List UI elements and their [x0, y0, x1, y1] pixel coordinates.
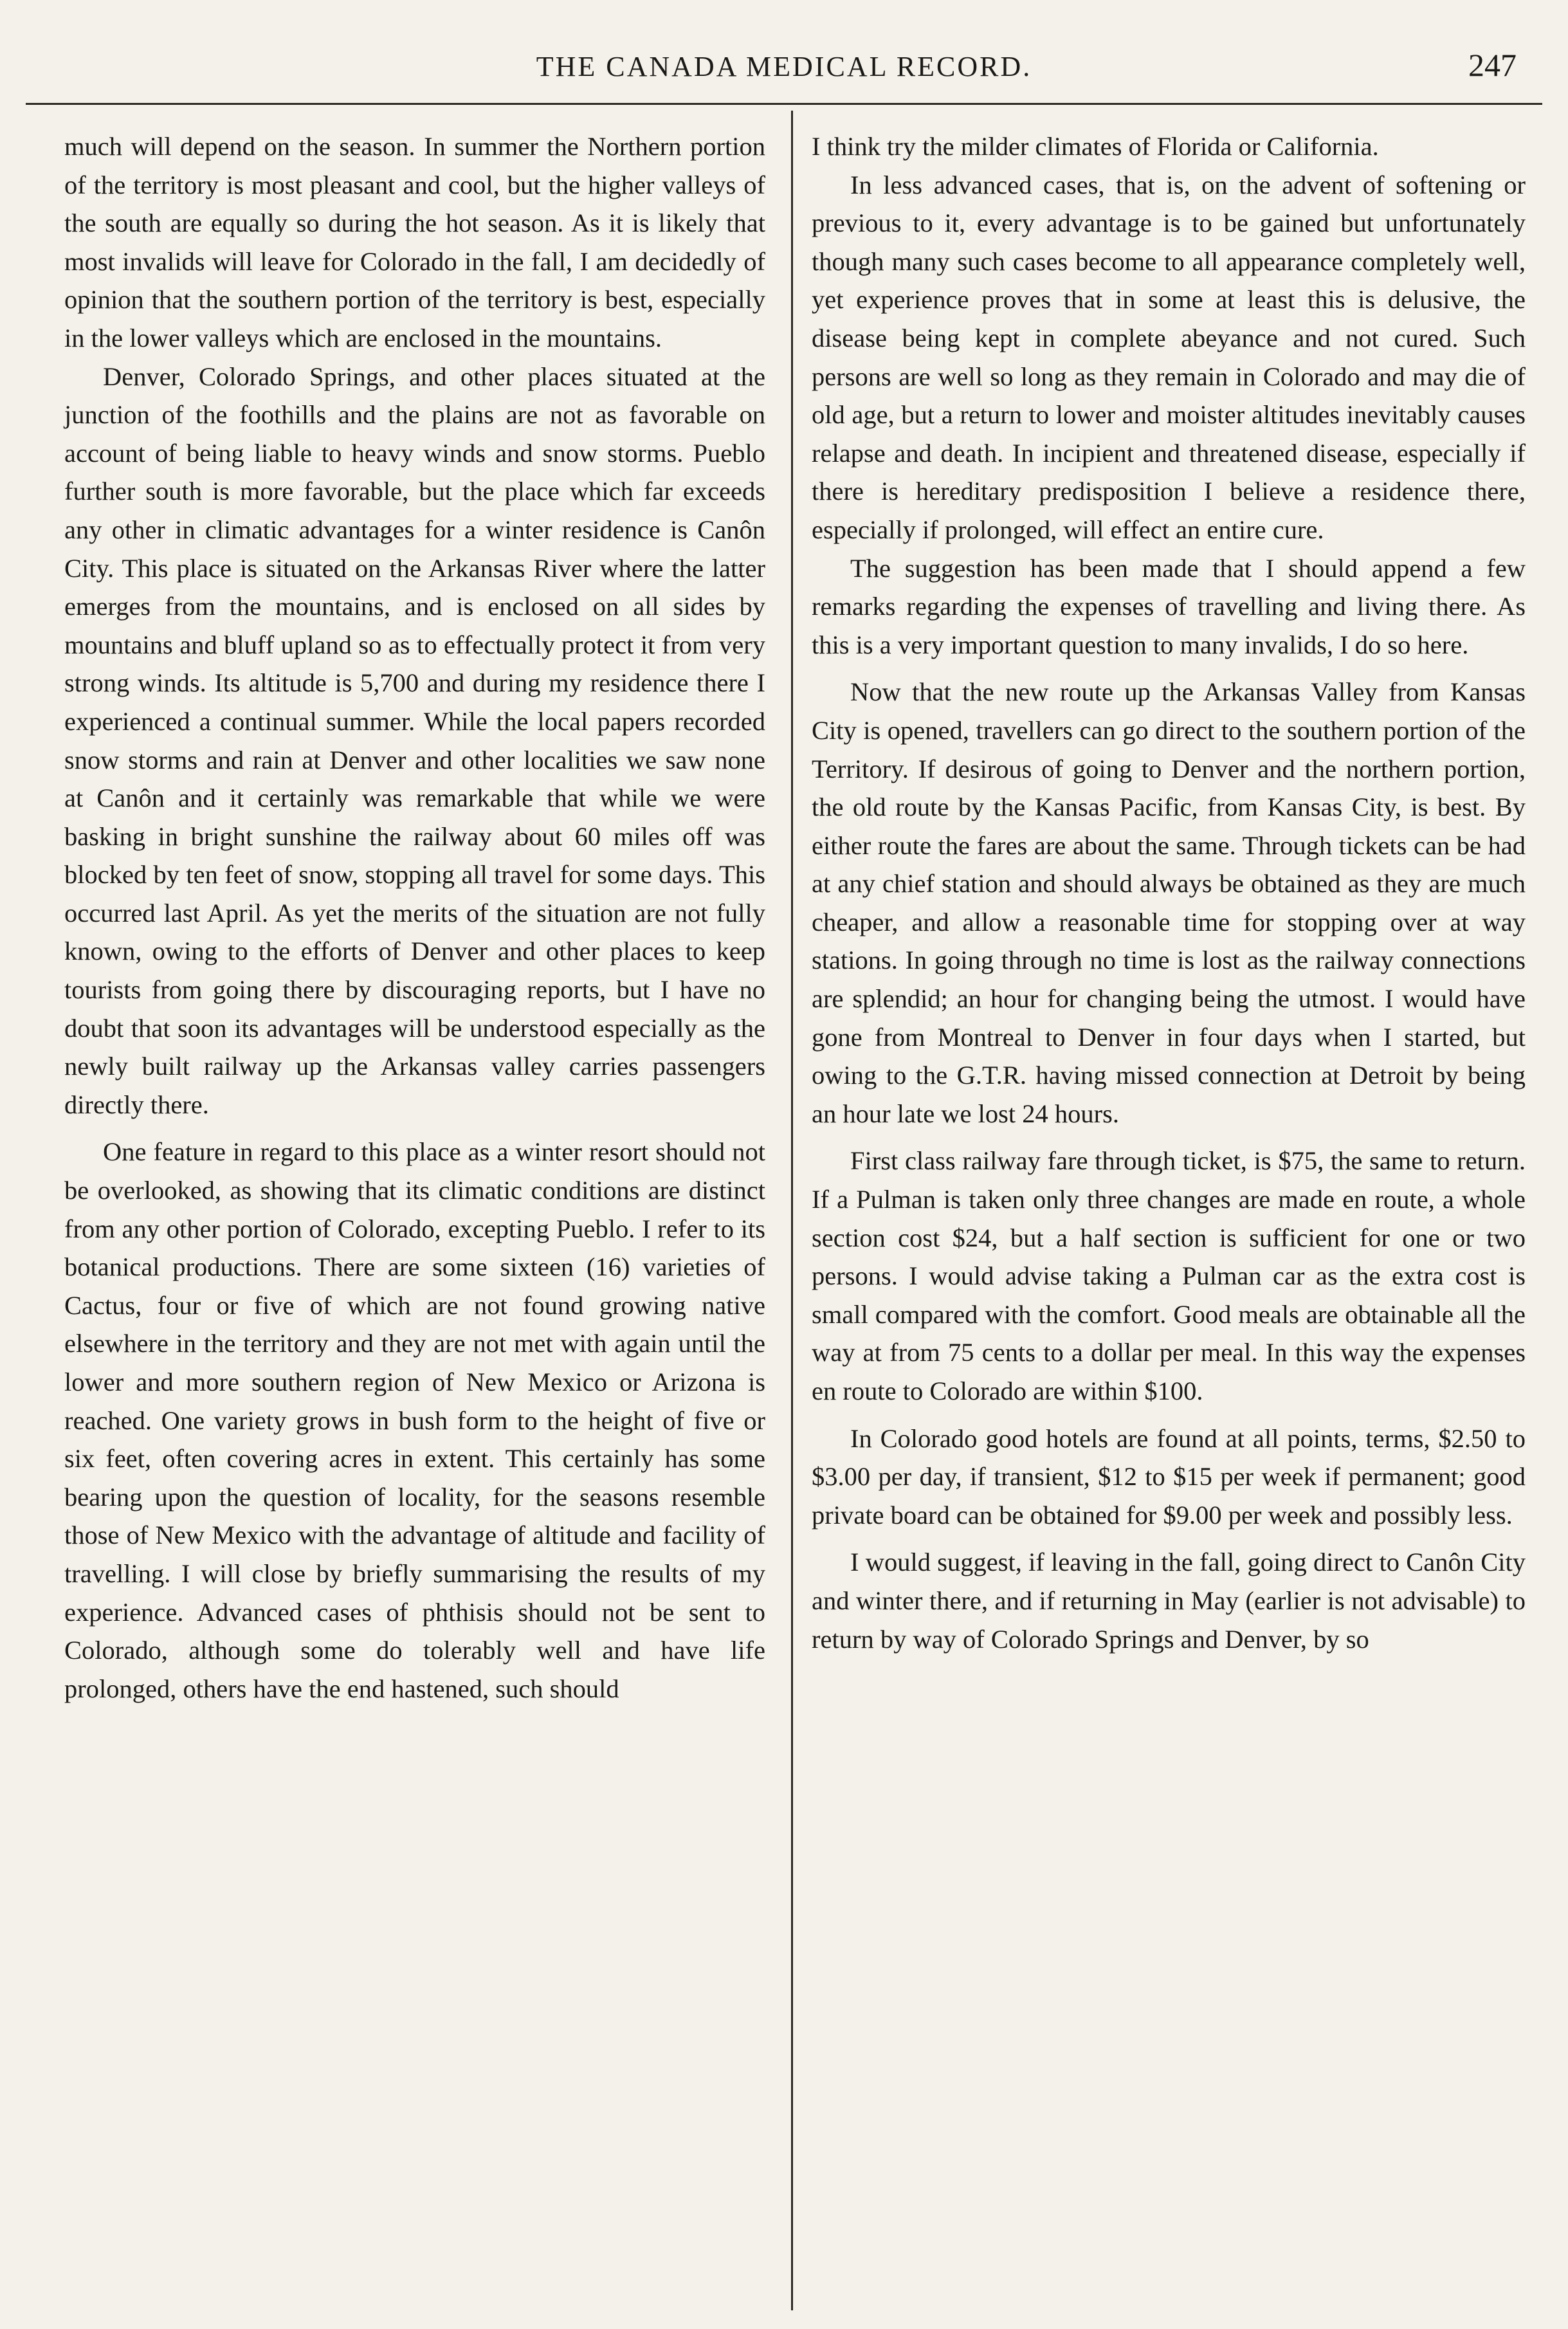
column-divider	[791, 111, 793, 2310]
page-number: 247	[1468, 47, 1517, 83]
paragraph: First class railway fare through ticket, is $75, the same to return. If a Pulman is taken only three changes are made en route, a whole section cost $24, but a half section is sufficient for one or two persons. I would advise taking a Pulman car as the extra cost is small compared with the comfort. Good meals are obtainable all the way at from 75 cents to a dollar per meal. In this way the expenses en route to Colorado are within $100.	[812, 1146, 1526, 1405]
paragraph: Now that the new route up the Arkansas Valley from Kansas City is opened, travellers can go direct to the southern portion of the Territory. If desirous of going to Denver and the northern portion, the old route by the Kansas Pacific, from Kansas City, is best. By either route the fares are about the same. Through tickets can be had at any chief station and should always be obtained as they are much cheaper, and allow a reasonable time for stopping over at way stations. In going through no time is lost as the railway connections are splendid; an hour for changing being the utmost. I would have gone from Montreal to Denver in four days when I started, but owing to the G.T.R. having missed connection at Detroit by being an hour late we lost 24 hours.	[812, 677, 1526, 1128]
paragraph: One feature in regard to this place as a winter resort should not be overlooked, as showing that its climatic conditions are distinct from any other portion of Colorado, excepting Pueblo. I refer to its botanical productions. There are some sixteen (16) varieties of Cactus, four or five of which are not found growing native elsewhere in the territory and they are not met with again until the lower and more southern region of New Mexico or Arizona is reached. One variety grows in bush form to the height of five or six feet, often covering acres in extent. This certainly has some bearing upon the question of locality, for the seasons resemble those of New Mexico with the advantage of altitude and facility of travelling. I will close by briefly summarising the results of my experience. Advanced cases of phthisis should not be sent to Colorado, although some do tolerably well and have life prolonged, others have the end hastened, such should	[64, 1137, 765, 1703]
paragraph: In less advanced cases, that is, on the advent of softening or previous to it, every advantage is to be gained but unfortunately though many such cases become to all appearance completely well, yet experience proves that in some at least this is delusive, the disease being kept in complete abeyance and not cured. Such persons are well so long as they remain in Colorado and may die of old age, but a return to lower and moister altitudes inevitably causes relapse and death. In incipient and threatened disease, especially if there is hereditary predisposition I believe a residence there, especially if prolonged, will effect an entire cure.	[812, 170, 1526, 544]
paragraph: much will depend on the season. In summer the Northern portion of the territory is most pleasant and cool, but the higher valleys of the south are equally so during the hot season. As it is likely that most invalids will leave for Colorado in the fall, I am decidedly of opinion that the southern portion of the territory is best, especially in the lower valleys which are enclosed in the mountains.	[64, 132, 765, 352]
paragraph: I think try the milder climates of Florida or California.	[812, 132, 1379, 161]
paragraph: In Colorado good hotels are found at all points, terms, $2.50 to $3.00 per day, if transient, $12 to $15 per week if permanent; good private board can be obtained for $9.00 per week and possibly less.	[812, 1423, 1526, 1530]
running-title: THE CANADA MEDICAL RECORD.	[536, 51, 1032, 82]
paragraph: The suggestion has been made that I should append a few remarks regarding the expenses of travelling and living there. As this is a very important question to many invalids, I do so here.	[812, 553, 1526, 659]
left-column	[64, 127, 765, 1708]
paragraph: I would suggest, if leaving in the fall, going direct to Canôn City and winter there, and if returning in May (earlier is not advisable) to return by way of Colorado Springs and Denver, by so	[812, 1548, 1526, 1654]
paragraph: Denver, Colorado Springs, and other places situated at the junction of the foothills and the plains are not as favorable on account of being liable to heavy winds and snow storms. Pueblo further south is more favorable, but the place which far exceeds any other in climatic advantages for a winter residence is Canôn City. This place is situated on the Arkansas River where the latter emerges from the mountains, and is enclosed on all sides by mountains and bluff upland so as to effectually protect it from very strong winds. Its altitude is 5,700 and during my residence there I experienced a continual summer. While the local papers recorded snow storms and rain at Denver and other localities we saw none at Canôn and it certainly was remarkable that while we were basking in bright sunshine the railway about 60 miles off was blocked by ten feet of snow, stopping all travel for some days. This occurred last April. As yet the merits of the situation are not fully known, owing to the efforts of Denver and other places to keep tourists from going there by discouraging reports, but I have no doubt that soon its advantages will be understood especially as the newly built railway up the Arkansas valley carries passengers directly there.	[64, 361, 765, 1119]
right-column	[812, 127, 1526, 1658]
page-header	[0, 0, 1568, 109]
header-rule	[26, 103, 1542, 105]
